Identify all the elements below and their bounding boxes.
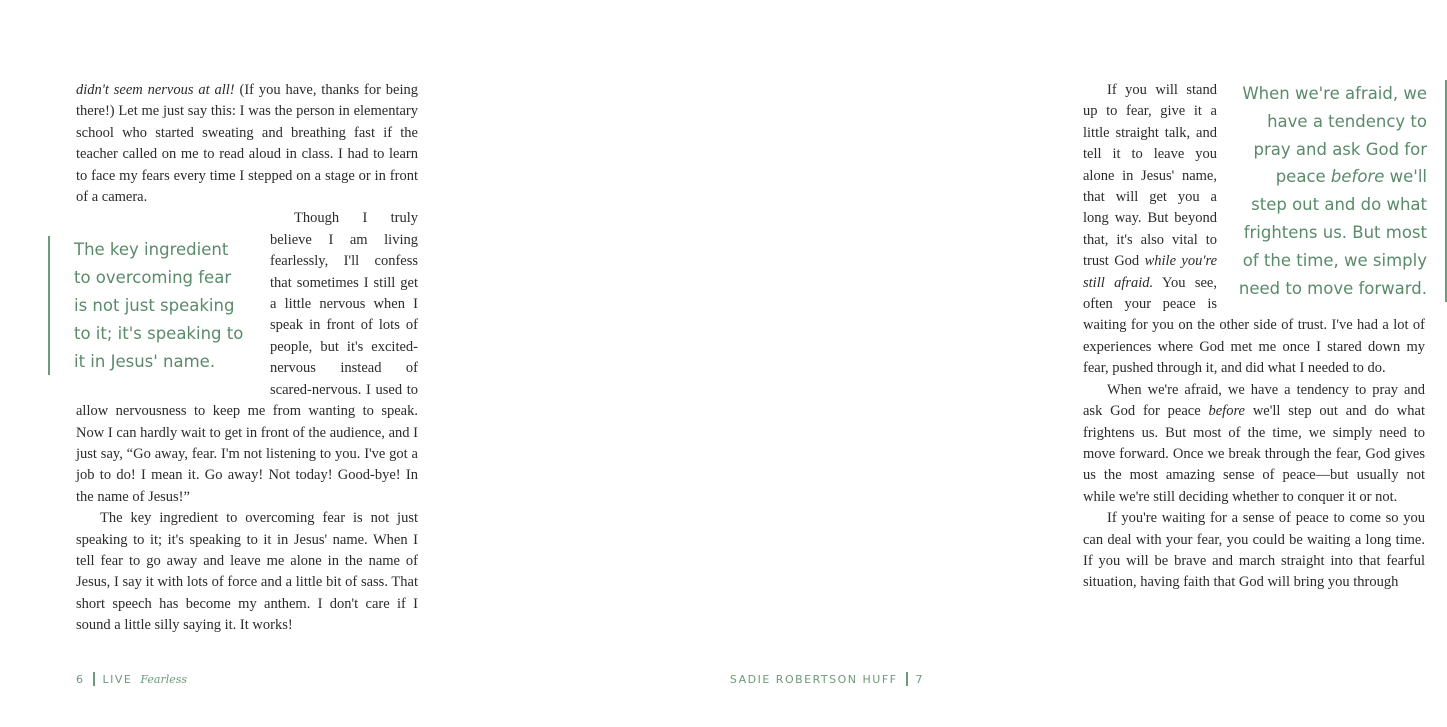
left-paragraph-2: Though I truly believe I am living fearlessly, I'll confess that sometimes I still get a little nervous when I speak in front of lots of people, but it's excited-nervous instead of scared-nervous. I used to allow nervousness to keep me from wanting to speak. Now I can hardly wait to get in front of the audience, and I just say, “Go away, fear. I'm not listening to you. I've got a job to do! I mean it. Go away! Not today! Good-bye! In the name of Jesus!” [76, 210, 418, 505]
right-page [500, 0, 1427, 727]
right-pull-italic: before [1330, 167, 1385, 187]
left-paragraph-3: The key ingredient to overcoming fear is not just speaking to it; it's speaking to it in Jesus' name. When I tell fear to go away and leave me alone in the name of Jesus, I say it with lots of force and a little bit of sass. That short speech has become my anthem. I don't care if I sound a little silly saying it. It works! [76, 510, 418, 634]
right-folio [730, 672, 924, 686]
left-page-number: 6 [76, 672, 85, 686]
left-p1-text: (If you have, thanks for being there!) Let me just say this: I was the person in elementary school who started sweating and breathing fast if the teacher called on me to read aloud in class. I had to learn to face my fears every time I stepped on a stage or in front of a camera. [76, 82, 418, 206]
book-title-live: LIVE [102, 672, 133, 686]
right-p2-italic: before [1208, 403, 1245, 420]
right-p1-italic: while you're still afraid. [1083, 253, 1218, 291]
right-p2-text-c: we'll step out and do what frightens us. But most of the time, we simply need to move forward. Once we break through the fear, God gives us the most amazing sense of peace—but usually not while we're still deciding whether to conquer it or not. [1083, 403, 1425, 505]
right-paragraph-3: If you're waiting for a sense of peace to come so you can deal with your fear, you could be waiting a long time. If you will be brave and march straight into that fearful situation, having faith that God will bring you through [1083, 510, 1425, 591]
right-pull-text-a: When we're afraid, we have a tendency to pray and ask God for peace [1242, 84, 1427, 187]
folio-divider [93, 672, 95, 686]
left-paragraph-1 [76, 80, 418, 208]
right-p2-text-a: When we're afraid, we have a tendency to pray and ask God for peace [1083, 381, 1425, 420]
right-p1-text-c: You see, often your peace is waiting for you on the other side of trust. I've had a lot of experiences where God met me once I stared down my fear, pushed through it, and did what I needed to do. [1083, 274, 1425, 377]
left-page [0, 0, 500, 727]
right-page-number: 7 [915, 672, 924, 686]
left-pull-quote: The key ingredient to overcoming fear is not just speaking to it; it's speaking to it in Jesus' name. [48, 236, 244, 375]
right-paragraph-2 [1083, 380, 1425, 508]
left-p1-italic: didn't seem nervous at all! [76, 82, 235, 98]
folio-divider [906, 672, 908, 686]
right-pull-quote [1237, 80, 1447, 302]
author-name: SADIE ROBERTSON HUFF [729, 672, 898, 686]
right-p1-text-a: If you will stand up to fear, give it a little straight talk, and tell it to leave you alone in Jesus' name, that will get you a long way. But beyond that, it's also vital to trust God [1083, 82, 1217, 270]
right-body [1083, 80, 1425, 594]
book-title-fearless: Fearless [140, 672, 188, 686]
left-body [76, 80, 418, 637]
right-pull-text-c: we'll step out and do what frightens us. But most of the time, we simply need to move forward. [1238, 167, 1427, 298]
left-folio [76, 672, 187, 686]
